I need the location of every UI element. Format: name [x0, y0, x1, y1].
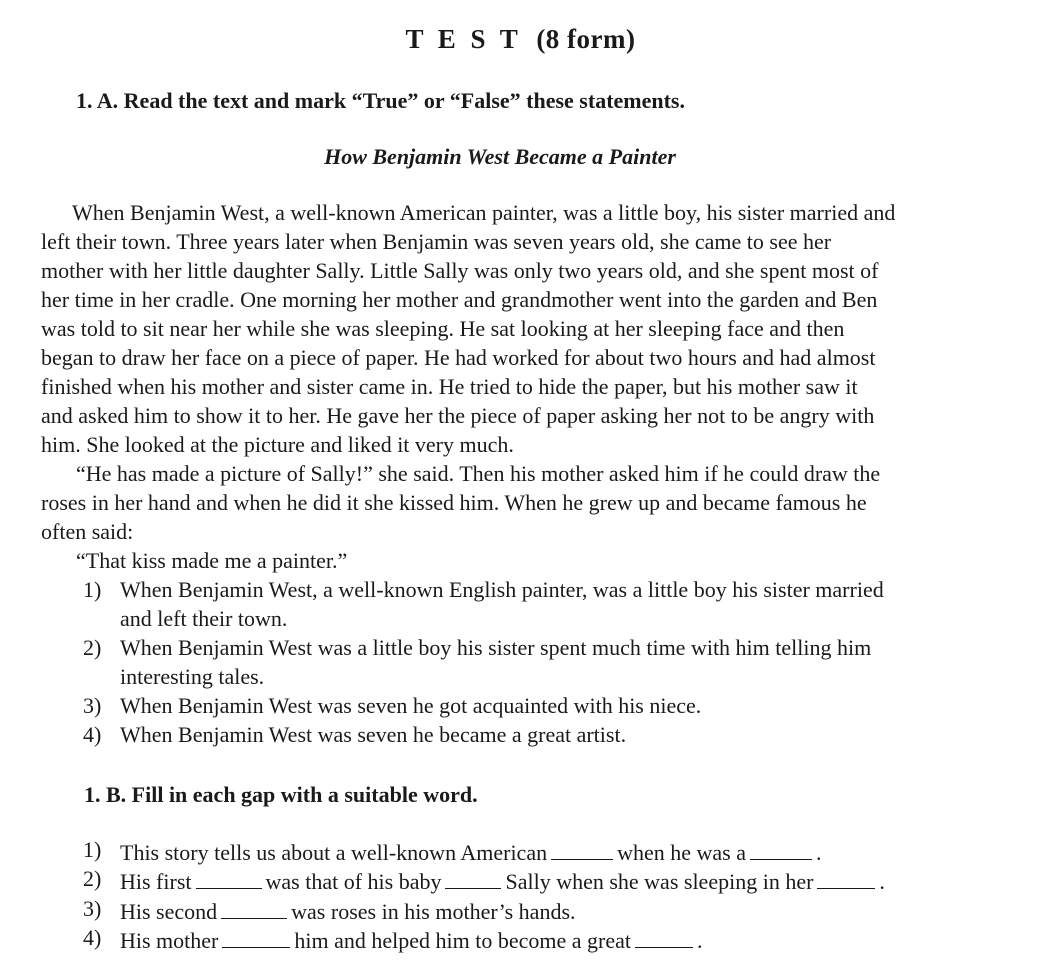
- paragraph-line: and asked him to show it to her. He gave her the piece of paper asking her not to be angry with: [41, 403, 875, 428]
- answer-blank[interactable]: [445, 866, 501, 889]
- story-title: How Benjamin West Became a Painter: [324, 144, 676, 169]
- paragraph-line: “He has made a picture of Sally!” she said. Then his mother asked him if he could draw the: [76, 461, 881, 486]
- statement-text: When Benjamin West was seven he got acquainted with his niece.: [120, 693, 702, 718]
- gap-item-text: His second was roses in his mother’s hands.: [120, 896, 576, 925]
- gap-item-text: His first was that of his baby Sally when she was sleeping in her .: [120, 866, 885, 895]
- section-a-heading: 1. A. Read the text and mark “True” or “False” these statements.: [76, 88, 685, 113]
- gap-item-number: 1): [83, 837, 102, 862]
- paragraph-line: roses in her hand and when he did it she kissed him. When he grew up and became famous he: [41, 490, 867, 515]
- paragraph-line: was told to sit near her while she was sleeping. He sat looking at her sleeping face and then: [41, 316, 845, 341]
- gap-item-number: 2): [83, 866, 102, 891]
- paragraph-line: finished when his mother and sister came in. He tried to hide the paper, but his mother saw it: [41, 374, 858, 399]
- gap-item-number: 4): [83, 925, 102, 950]
- paragraph-line: him. She looked at the picture and liked it very much.: [41, 432, 514, 457]
- paragraph-line: began to draw her face on a piece of paper. He had worked for about two hours and had almost: [41, 345, 876, 370]
- answer-blank[interactable]: [817, 866, 875, 889]
- statement-text: When Benjamin West, a well-known English painter, was a little boy his sister married: [120, 577, 884, 602]
- gap-item-number: 3): [83, 896, 102, 921]
- title-form: (8 form): [536, 24, 636, 54]
- paragraph-line: mother with her little daughter Sally. Little Sally was only two years old, and she spent most of: [41, 258, 879, 283]
- statement-text: and left their town.: [120, 606, 288, 631]
- gap-item-text: His mother him and helped him to become a great .: [120, 925, 703, 954]
- paragraph-line: left their town. Three years later when Benjamin was seven years old, she came to see her: [41, 229, 832, 254]
- title-test: T E S T: [405, 24, 522, 54]
- statement-number: 3): [83, 693, 102, 718]
- section-b-heading: 1. B. Fill in each gap with a suitable word.: [84, 782, 478, 807]
- paragraph-line: her time in her cradle. One morning her mother and grandmother went into the garden and Ben: [41, 287, 878, 312]
- paragraph-line: “That kiss made me a painter.”: [76, 548, 348, 573]
- paragraph-line: When Benjamin West, a well-known American painter, was a little boy, his sister married and: [72, 200, 896, 225]
- page-title: [0, 24, 1041, 55]
- statement-text: When Benjamin West was seven he became a great artist.: [120, 722, 627, 747]
- statement-number: 1): [83, 577, 102, 602]
- answer-blank[interactable]: [551, 837, 613, 860]
- statement-text: When Benjamin West was a little boy his sister spent much time with him telling him: [120, 635, 872, 660]
- paragraph-line: often said:: [41, 519, 134, 544]
- gap-item-text: This story tells us about a well-known American when he was a .: [120, 837, 822, 866]
- answer-blank[interactable]: [221, 896, 287, 919]
- statement-text: interesting tales.: [120, 664, 265, 689]
- statement-number: 4): [83, 722, 102, 747]
- answer-blank[interactable]: [750, 837, 812, 860]
- answer-blank[interactable]: [222, 925, 290, 948]
- statement-number: 2): [83, 635, 102, 660]
- answer-blank[interactable]: [196, 866, 262, 889]
- answer-blank[interactable]: [635, 925, 693, 948]
